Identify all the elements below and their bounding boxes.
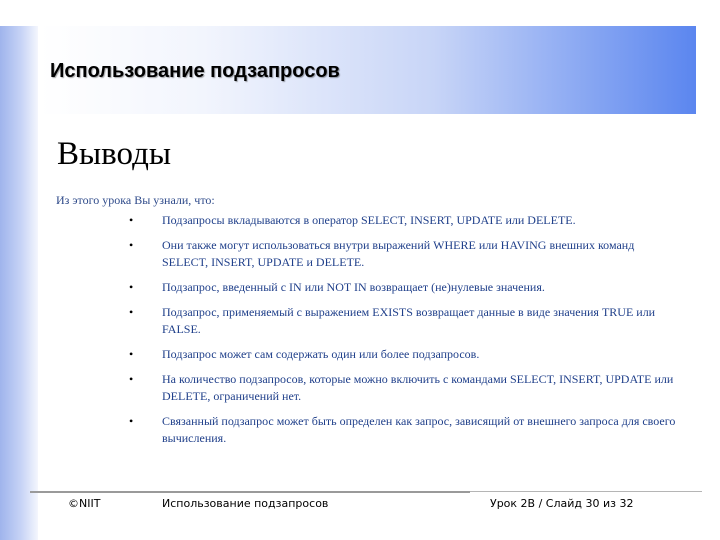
bullet-icon: •: [129, 213, 134, 227]
bullet-item: [126, 279, 686, 296]
bullet-icon: •: [129, 372, 134, 386]
footer-copyright: ©NIIT: [68, 497, 101, 510]
bullet-text: Связанный подзапрос может быть определен как запрос, зависящий от внешнего запроса для своего вычисления.: [162, 414, 676, 445]
bullet-text: На количество подзапросов, которые можно включить с командами SELECT, INSERT, UPDATE или DELETE, ограничений нет.: [162, 372, 674, 403]
bullet-text: Подзапросы вкладываются в оператор SELECT, INSERT, UPDATE или DELETE.: [162, 213, 576, 227]
bullet-item: [126, 371, 686, 405]
footer-divider: [30, 491, 470, 493]
left-decorative-bar: [0, 26, 38, 540]
bullet-icon: •: [129, 280, 134, 294]
footer-divider-right: [470, 491, 702, 492]
bullet-text: Подзапрос может сам содержать один или более подзапросов.: [162, 347, 480, 361]
bullet-text: Подзапрос, введенный с IN или NOT IN возвращает (не)нулевые значения.: [162, 280, 545, 294]
bullet-item: [126, 237, 686, 271]
bullet-icon: •: [129, 347, 134, 361]
bullet-item: [126, 346, 686, 363]
bullet-icon: •: [129, 238, 134, 252]
section-heading: Выводы: [57, 136, 172, 172]
footer-slide-info: Урок 2В / Слайд 30 из 32: [490, 497, 634, 510]
bullet-text: Они также могут использоваться внутри выражений WHERE или HAVING внешних команд SELECT, INSERT, UPDATE и DELETE.: [162, 238, 635, 269]
bullet-item: [126, 304, 686, 338]
bullet-icon: •: [129, 414, 134, 428]
bullet-text: Подзапрос, применяемый с выражением EXISTS возвращает данные в виде значения TRUE или FALSE.: [162, 305, 656, 336]
bullet-item: [126, 413, 686, 447]
intro-text: Из этого урока Вы узнали, что:: [56, 193, 215, 207]
bullet-item: [126, 212, 686, 229]
slide-title: Использование подзапросов: [50, 60, 340, 82]
footer-topic: Использование подзапросов: [162, 497, 329, 510]
bullet-icon: •: [129, 305, 134, 319]
bullet-list: [126, 212, 686, 455]
